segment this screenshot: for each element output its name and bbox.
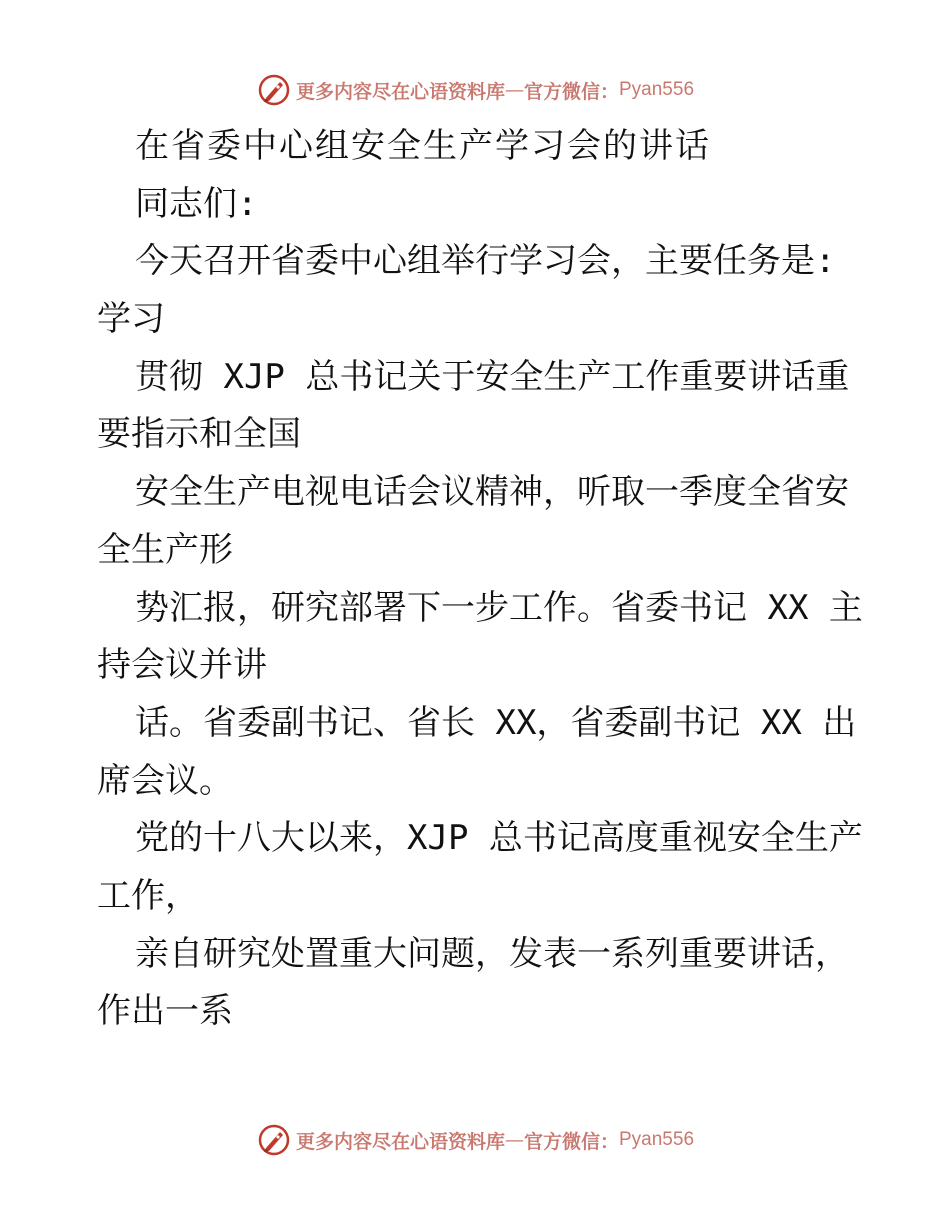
watermark-official: 官方微信： bbox=[523, 1130, 619, 1153]
document-body bbox=[97, 118, 867, 1041]
pen-nib-seal-icon bbox=[256, 72, 292, 108]
watermark-account: Pyan556 bbox=[619, 1129, 695, 1150]
watermark-account: Pyan556 bbox=[619, 79, 695, 100]
text-line: 安全生产电视电话会议精神，听取一季度全省安 bbox=[135, 472, 849, 513]
header-watermark bbox=[0, 70, 950, 110]
text-line: 持会议并讲 bbox=[97, 645, 267, 686]
text-line: 要指示和全国 bbox=[97, 414, 301, 455]
text-line: 势汇报，研究部署下一步工作。省委书记 XX 主 bbox=[135, 587, 863, 628]
text-line: 今天召开省委中心组举行学习会，主要任务是: bbox=[135, 241, 836, 282]
footer-watermark bbox=[0, 1120, 950, 1160]
watermark-text: 更多内容尽在心语资料库 bbox=[295, 80, 505, 103]
text-line: 党的十八大以来，XJP 总书记高度重视安全生产 bbox=[135, 818, 863, 859]
salutation: 同志们: bbox=[135, 183, 258, 224]
pen-nib-seal-icon bbox=[256, 1122, 292, 1158]
document-title: 在省委中心组安全生产学习会的讲话 bbox=[135, 126, 711, 166]
watermark-separator: — bbox=[504, 79, 524, 101]
text-line: 全生产形 bbox=[97, 529, 233, 570]
watermark-official: 官方微信： bbox=[523, 80, 619, 103]
text-line: 作出一系 bbox=[97, 991, 233, 1032]
text-line: 学习 bbox=[97, 299, 165, 340]
text-line: 贯彻 XJP 总书记关于安全生产工作重要讲话重 bbox=[135, 356, 850, 397]
text-line: 席会议。 bbox=[97, 760, 233, 801]
watermark-text: 更多内容尽在心语资料库 bbox=[295, 1130, 505, 1153]
watermark-separator: — bbox=[504, 1129, 524, 1151]
text-line: 工作， bbox=[97, 875, 199, 916]
text-line: 亲自研究处置重大问题，发表一系列重要讲话， bbox=[135, 933, 849, 974]
text-line: 话。省委副书记、省长 XX，省委副书记 XX 出 bbox=[135, 702, 857, 743]
